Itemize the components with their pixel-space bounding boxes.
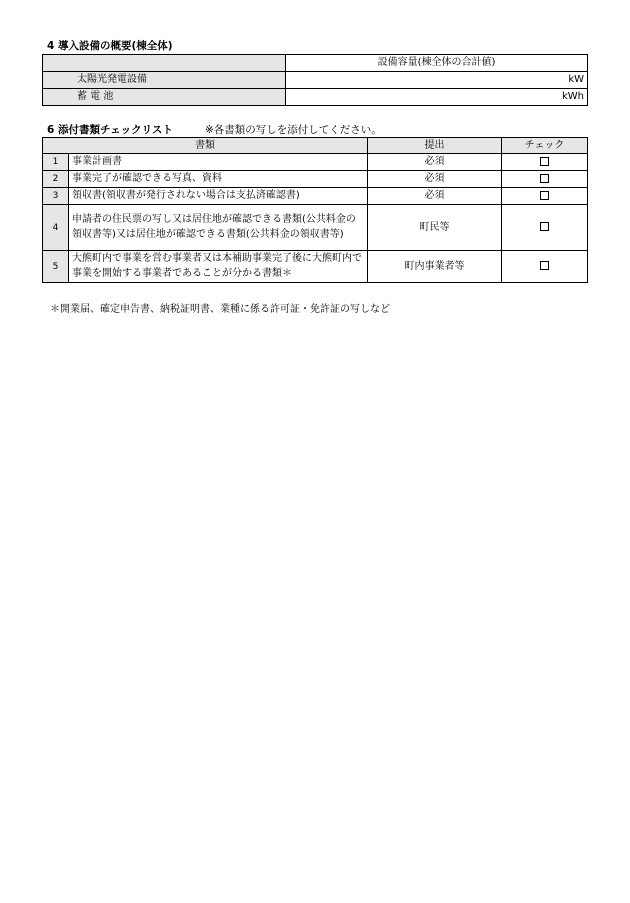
checklist-table (42, 137, 588, 283)
table-row (43, 171, 588, 188)
row-submission: 町民等 (368, 205, 502, 251)
equipment-table (42, 54, 588, 106)
section6-title-text: 6 添付書類チェックリスト (47, 124, 173, 136)
row-number: 2 (43, 171, 69, 188)
footnote: ＊開業届、確定申告書、納税証明書、業種に係る許可証・免許証の写しなど (50, 304, 390, 315)
equipment-label-solar: 太陽光発電設備 (43, 72, 286, 89)
section6-title (47, 122, 382, 137)
row-number: 1 (43, 154, 69, 171)
checkbox[interactable] (540, 261, 549, 270)
checkbox[interactable] (540, 222, 549, 231)
row-number: 5 (43, 251, 69, 283)
row-check-cell (502, 205, 588, 251)
table-row (43, 205, 588, 251)
row-document: 事業計画書 (69, 154, 368, 171)
row-submission: 必須 (368, 154, 502, 171)
equipment-row-battery (43, 89, 588, 106)
row-document: 領収書(領収書が発行されない場合は支払済確認書) (69, 188, 368, 205)
table-row (43, 154, 588, 171)
row-submission: 必須 (368, 188, 502, 205)
row-document: 大熊町内で事業を営む事業者又は本補助事業完了後に大熊町内で事業を開始する事業者であることが分かる書類＊ (69, 251, 368, 283)
row-check-cell (502, 154, 588, 171)
row-number: 3 (43, 188, 69, 205)
table-row (43, 251, 588, 283)
equipment-unit-battery: kWh (286, 89, 588, 106)
table-row (43, 188, 588, 205)
section6-note: ※各書類の写しを添付してください。 (204, 124, 382, 136)
row-check-cell (502, 171, 588, 188)
header-documents: 書類 (43, 138, 368, 154)
checklist-header-row (43, 138, 588, 154)
row-check-cell (502, 251, 588, 283)
row-submission: 必須 (368, 171, 502, 188)
row-check-cell (502, 188, 588, 205)
row-document: 事業完了が確認できる写真、資料 (69, 171, 368, 188)
equipment-unit-solar: kW (286, 72, 588, 89)
equipment-row-solar (43, 72, 588, 89)
checkbox[interactable] (540, 157, 549, 166)
checkbox[interactable] (540, 191, 549, 200)
equipment-header-blank (43, 55, 286, 72)
capacity-header: 設備容量(棟全体の合計値) (286, 55, 588, 72)
equipment-header-row (43, 55, 588, 72)
checkbox[interactable] (540, 174, 549, 183)
header-submission: 提出 (368, 138, 502, 154)
row-submission: 町内事業者等 (368, 251, 502, 283)
section4-title: 4 導入設備の概要(棟全体) (47, 40, 173, 52)
header-check: チェック (502, 138, 588, 154)
row-number: 4 (43, 205, 69, 251)
row-document: 申請者の住民票の写し又は居住地が確認できる書類(公共料金の領収書等)又は居住地が確認できる書類(公共料金の領収書等) (69, 205, 368, 251)
equipment-label-battery: 蓄 電 池 (43, 89, 286, 106)
